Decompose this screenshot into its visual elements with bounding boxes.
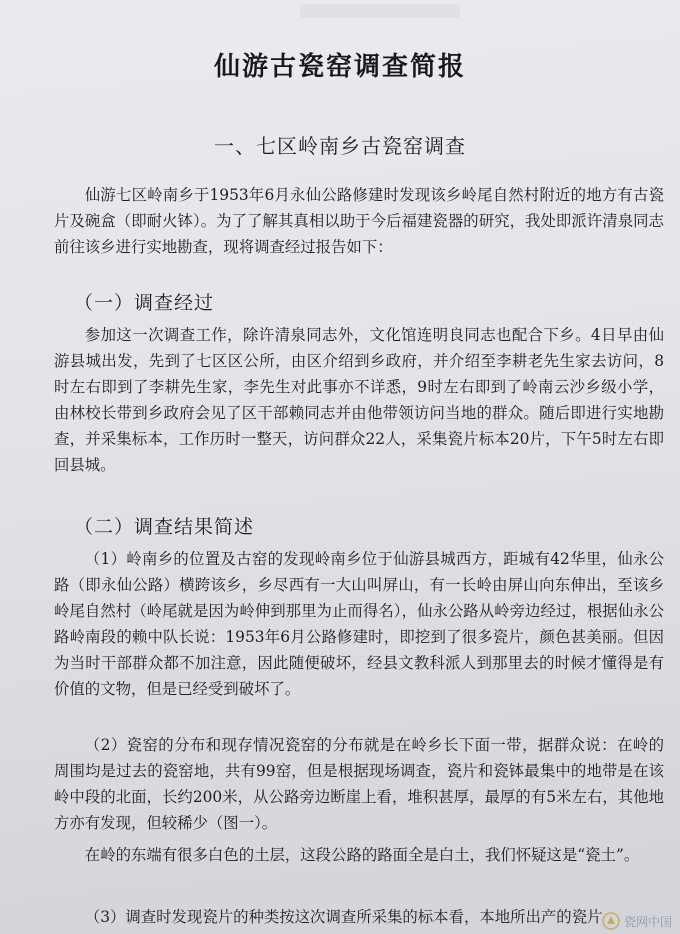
paragraph-location-discovery: （1）岭南乡的位置及古窑的发现岭南乡位于仙游县城西方，距城有42华里，仙永公路（即永仙公路）横跨该乡，乡尽西有一大山叫屏山，有一长岭由屏山向东伸出，至该乡岭尾自然村（岭尾就是因为岭伸到那里为止而得名），仙永公路从岭旁边经过，根据仙永公路岭南段的赖中队长说：1953年6月公路修建时，即挖到了很多瓷片，颜色甚美丽。但因为当时干部群众都不加注意，因此随便破坏，经县文教科派人到那里去的时候才懂得是有价值的文物，但是已经受到破坏了。 bbox=[54, 550, 664, 698]
faded-running-header bbox=[300, 4, 460, 18]
paragraph-investigation-process: 参加这一次调查工作，除许清泉同志外，文化馆连明良同志也配合下乡。4日早由仙游县城出发，先到了七区区公所，由区介绍到乡政府，并介绍至李耕老先生家去访问，8时左右即到了李耕先生家，李先生对此事亦不详悉，9时左右即到了岭南云沙乡级小学，由林校长带到乡政府会见了区干部赖同志并由他带领访问当地的群众。随后即进行实地勘查，并采集标本，工作历时一整天，访问群众22人，采集瓷片标本20片，下午5时左右即回县城。 bbox=[54, 326, 664, 474]
paragraph-shard-types: （3）调查时发现瓷片的种类按这次调查所采集的标本看，本地所出产的瓷片 bbox=[84, 908, 603, 926]
site-watermark bbox=[602, 912, 672, 930]
watermark-logo-icon bbox=[602, 912, 620, 930]
paragraph-white-soil: 在岭的东端有很多白色的土层，这段公路的路面全是白土，我们怀疑这是“瓷土”。 bbox=[84, 846, 640, 864]
paragraph-kiln-distribution: （2）瓷窑的分布和现存情况瓷窑的分布就是在岭乡长下面一带，据群众说：在岭的周围均是过去的瓷窑地，共有99窑，但是根据现场调查，瓷片和瓷钵最集中的地带是在该岭中段的北面，长约200米，从公路旁边断崖上看，堆积甚厚，最厚的有5米左右，其他地方亦有发现，但较稀少（图一）。 bbox=[54, 736, 664, 832]
subsection-heading-results-summary: （二）调查结果简述 bbox=[74, 516, 255, 538]
section-title: 一、七区岭南乡古瓷窑调查 bbox=[214, 134, 466, 158]
intro-paragraph: 仙游七区岭南乡于1953年6月永仙公路修建时发现该乡岭尾自然村附近的地方有古瓷片及碗盒（即耐火钵）。为了了解其真相以助于今后福建瓷器的研究，我处即派许清泉同志前往该乡进行实地勘查，现将调查经过报告如下： bbox=[54, 186, 664, 256]
subsection-heading-investigation-process: （一）调查经过 bbox=[74, 292, 215, 314]
watermark-text: 瓷网中国 bbox=[623, 914, 672, 929]
document-title: 仙游古瓷窑调查简报 bbox=[213, 52, 466, 82]
